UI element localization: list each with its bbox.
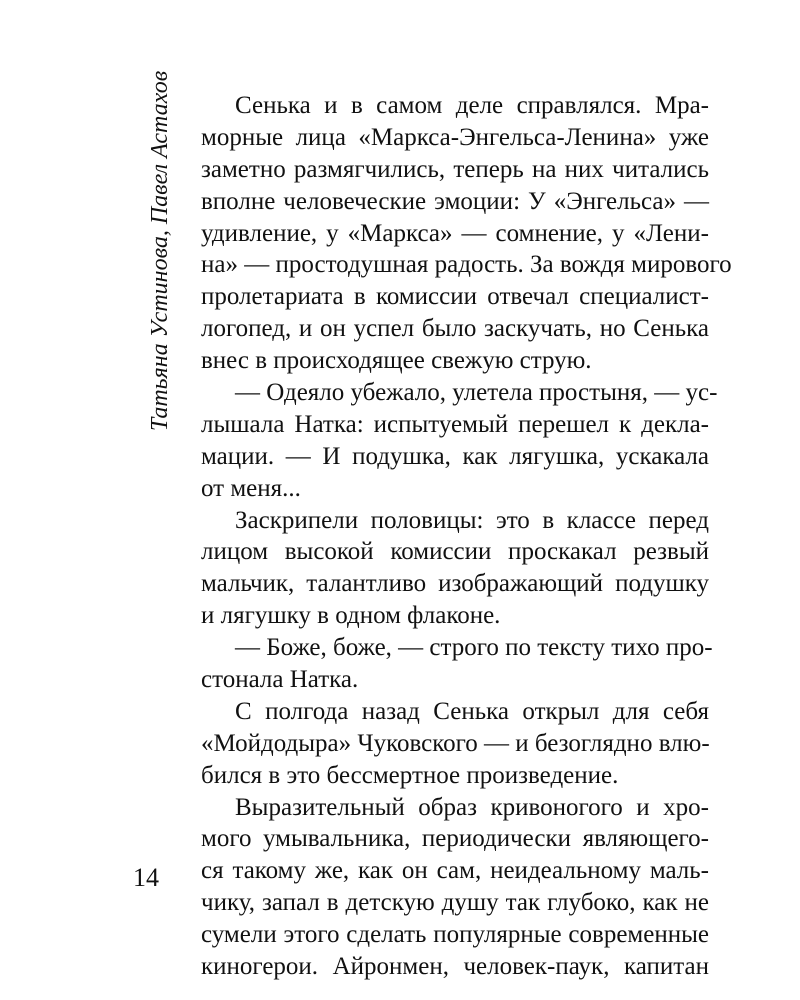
text-line: С полгода назад Сенька открыл для себя: [235, 697, 709, 725]
running-head-text: Татьяна Устинова, Павел Астахов: [147, 70, 173, 432]
text-line: бился в это бессмертное произведение.: [201, 761, 619, 789]
text-line: Заскрипели половицы: это в классе перед: [235, 506, 709, 534]
text-line: лицом высокой комиссии проскакал резвый: [201, 538, 709, 566]
paragraph: [201, 505, 709, 633]
text-line: морные лица «Маркса-Энгельса-Ленина» уже: [201, 123, 709, 151]
text-line: мальчик, талантливо изображающий подушку: [201, 570, 709, 598]
text-line: внес в происходящее свежую струю.: [201, 347, 592, 375]
text-line: пролетариата в комиссии отвечал специалист-: [201, 283, 709, 311]
text-line: Сенька и в самом деле справлялся. Мра-: [235, 92, 709, 119]
paragraph: [201, 377, 718, 505]
paragraph: [201, 90, 732, 377]
paragraph: [201, 792, 709, 983]
text-line: мого умывальника, периодически являющего-: [201, 825, 709, 853]
text-line: заметно размягчились, теперь на них читались: [201, 155, 709, 183]
text-line: вполне человеческие эмоции: У «Энгельса» —: [201, 187, 709, 215]
text-line: от меня...: [201, 474, 301, 502]
text-line: сумели этого сделать популярные современные: [201, 921, 709, 949]
paragraph: [201, 632, 713, 696]
text-line: стонала Натка.: [201, 666, 359, 694]
text-line: и лягушку в одном флаконе.: [201, 602, 501, 630]
text-line: на» — простодушная радость. За вождя мирового: [201, 251, 732, 279]
text-line: удивление, у «Маркса» — сомнение, у «Лени-: [201, 219, 709, 247]
text-line: лышала Натка: испытуемый перешел к декла-: [201, 410, 709, 438]
text-line: ся такому же, как он сам, неидеальному маль-: [201, 857, 709, 885]
page-number: 14: [133, 863, 159, 892]
text-line: — Боже, боже, — строго по тексту тихо про-: [235, 634, 713, 662]
text-line: Выразительный образ кривоногого и хро-: [235, 793, 709, 821]
paragraph: [201, 696, 709, 792]
text-line: чику, запал в детскую душу так глубоко, как не: [201, 889, 709, 917]
text-line: киногерои. Айронмен, человек-паук, капитан: [201, 953, 709, 981]
text-line: мации. — И подушка, как лягушка, ускакала: [201, 442, 709, 470]
body-text: [201, 90, 732, 983]
text-line: «Мойдодыра» Чуковского — и безоглядно влю-: [201, 729, 710, 757]
text-line: — Одеяло убежало, улетела простыня, — ус-: [235, 379, 718, 407]
text-line: логопед, и он успел было заскучать, но Сенька: [201, 315, 709, 343]
